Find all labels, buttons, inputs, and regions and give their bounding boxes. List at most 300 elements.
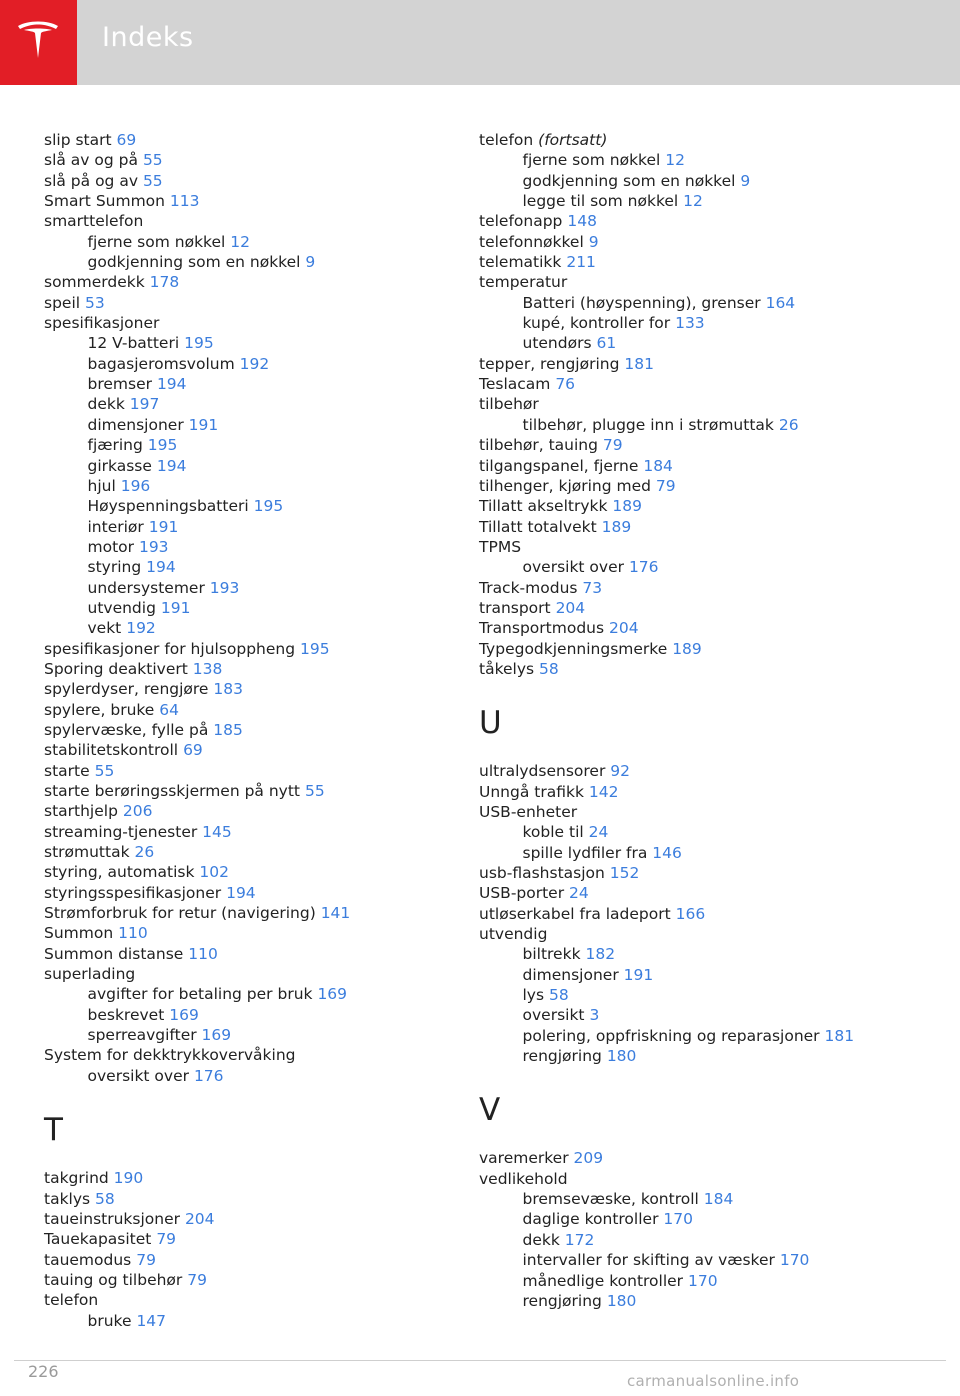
page-link[interactable]: 191 — [188, 415, 219, 434]
page-link[interactable]: 113 — [169, 192, 200, 211]
entry-term: spylerdyser, rengjøre — [44, 680, 209, 699]
entry-term: smarttelefon — [44, 212, 144, 231]
entry-term: Strømforbruk for retur (navigering) — [44, 904, 316, 923]
section-letter-t: T — [44, 1112, 63, 1149]
entry-term: telefonnøkkel — [479, 232, 584, 251]
index-subentry — [44, 252, 464, 272]
entry-term: hjul — [87, 476, 116, 495]
page-link[interactable]: 12 — [683, 192, 703, 211]
page-link[interactable]: 79 — [187, 1270, 207, 1289]
index-subentry — [479, 1209, 919, 1229]
entry-term: Unngå trafikk — [479, 782, 584, 801]
tesla-logo-icon — [12, 16, 64, 68]
page-link[interactable]: 55 — [142, 171, 163, 190]
page-link[interactable]: 69 — [116, 131, 137, 149]
index-entry — [44, 761, 464, 781]
index-entry — [44, 822, 464, 842]
page-title: Indeks — [102, 22, 194, 53]
entry-term: 12 V-batteri — [87, 334, 180, 353]
entry-term: tauing og tilbehør — [44, 1270, 183, 1289]
index-entry — [479, 598, 919, 618]
page-link[interactable]: 183 — [213, 680, 243, 699]
index-entry — [479, 782, 919, 802]
entry-term: Track-modus — [479, 578, 578, 597]
index-entry — [479, 863, 919, 883]
index-entries-t-continued — [479, 130, 919, 679]
page-link[interactable]: 61 — [596, 334, 617, 353]
index-entries-u — [479, 761, 919, 1066]
index-entry — [44, 700, 464, 720]
index-entry — [44, 883, 464, 903]
index-subentry — [44, 435, 464, 455]
index-subentry — [44, 354, 464, 374]
index-subentry — [479, 1189, 919, 1209]
entry-term: spylere, bruke — [44, 700, 155, 719]
index-entry — [479, 394, 919, 414]
index-subentry — [479, 944, 919, 964]
entry-term: Tillatt akseltrykk — [479, 497, 608, 516]
page-link[interactable]: 110 — [118, 924, 148, 943]
entry-term: Typegodkjenningsmerke — [479, 639, 668, 658]
page-link[interactable]: 194 — [226, 883, 256, 902]
entry-term: Batteri (høyspenning), grenser — [522, 293, 761, 312]
page-link[interactable]: 169 — [201, 1026, 232, 1045]
entry-term: Sporing deaktivert — [44, 659, 188, 678]
page-link[interactable]: 170 — [663, 1210, 693, 1229]
page-link[interactable]: 79 — [136, 1250, 156, 1269]
index-entry — [44, 313, 464, 333]
entry-term: godkjenning som en nøkkel — [87, 253, 301, 272]
entry-term: USB-porter — [479, 884, 565, 903]
entry-term: strømuttak — [44, 843, 130, 862]
index-entry — [479, 883, 919, 903]
index-entry — [44, 1290, 464, 1310]
footer-divider — [14, 1360, 946, 1361]
index-subentry — [44, 517, 464, 537]
page-link[interactable]: 79 — [655, 476, 676, 495]
entry-term: slå av og på — [44, 151, 138, 170]
entry-term: intervaller for skifting av væsker — [522, 1251, 775, 1270]
index-entry — [479, 435, 919, 455]
entry-term: ultralydsensorer — [479, 762, 606, 781]
page-link[interactable]: 169 — [169, 1005, 199, 1024]
entry-term: temperatur — [479, 273, 568, 292]
index-subentry — [479, 822, 919, 842]
index-entry — [44, 130, 464, 150]
index-subentry — [479, 191, 919, 211]
index-subentry — [44, 456, 464, 476]
index-entry — [479, 578, 919, 598]
entry-term: kupé, kontroller for — [522, 314, 671, 333]
index-entry — [44, 659, 464, 679]
page-link[interactable]: 55 — [142, 151, 163, 170]
page-link[interactable]: 184 — [643, 456, 673, 475]
index-entry — [44, 862, 464, 882]
entry-term: rengjøring — [522, 1047, 602, 1066]
entry-term: dekk — [87, 395, 125, 414]
index-subentry — [479, 965, 919, 985]
page-link[interactable]: 184 — [703, 1190, 734, 1209]
index-subentry — [479, 1026, 919, 1046]
page-link[interactable]: 53 — [85, 293, 105, 312]
page-link[interactable]: 176 — [193, 1066, 224, 1085]
entry-term: telefonapp — [479, 212, 563, 231]
entry-term: USB-enheter — [479, 802, 578, 821]
page-header — [0, 0, 960, 85]
index-entry — [479, 232, 919, 252]
entry-term: tilhenger, kjøring med — [479, 476, 651, 495]
entry-term: rengjøring — [522, 1291, 602, 1310]
index-entry — [44, 1045, 464, 1065]
page-link[interactable]: 141 — [320, 904, 351, 923]
page-link[interactable]: 191 — [160, 598, 191, 617]
entry-term: spesifikasjoner — [44, 314, 160, 333]
page-link[interactable]: 181 — [624, 354, 654, 373]
index-subentry — [44, 496, 464, 516]
entry-term: bremser — [87, 375, 152, 394]
entry-term: sommerdekk — [44, 273, 145, 292]
entry-term: fjæring — [87, 436, 143, 455]
page-link[interactable]: 195 — [184, 334, 214, 353]
page-link[interactable]: 3 — [589, 1006, 600, 1025]
page-link[interactable]: 146 — [652, 843, 682, 862]
index-subentry — [479, 1230, 919, 1250]
index-subentry — [44, 476, 464, 496]
entry-term: tauemodus — [44, 1250, 132, 1269]
index-entry — [44, 781, 464, 801]
page-link[interactable]: 182 — [585, 945, 616, 964]
section-letter-v: V — [479, 1092, 501, 1129]
entry-term: Transportmodus — [479, 619, 605, 638]
index-subentry — [44, 618, 464, 638]
page-link[interactable]: 26 — [134, 843, 155, 862]
index-entry — [44, 944, 464, 964]
index-entry — [479, 639, 919, 659]
index-subentry — [479, 293, 919, 313]
index-entry — [479, 1169, 919, 1189]
entry-term: legge til som nøkkel — [522, 192, 679, 211]
entry-term: Teslacam — [479, 375, 551, 394]
page-link[interactable]: 58 — [549, 986, 569, 1005]
index-entry — [479, 904, 919, 924]
entry-term: biltrekk — [522, 945, 581, 964]
entry-term: Tauekapasitet — [44, 1230, 152, 1249]
index-column-right — [479, 130, 919, 1311]
entry-term: utløserkabel fra ladeport — [479, 904, 671, 923]
index-entry — [479, 761, 919, 781]
entry-term: daglige kontroller — [522, 1210, 659, 1229]
index-entry — [44, 1168, 464, 1188]
page-link[interactable]: 145 — [202, 822, 232, 841]
index-subentry — [479, 313, 919, 333]
entry-term: månedlige kontroller — [522, 1271, 684, 1290]
index-subentry — [479, 171, 919, 191]
index-subentry — [44, 598, 464, 618]
page-link[interactable]: 209 — [573, 1149, 604, 1168]
page-link[interactable]: 148 — [567, 212, 597, 231]
entry-term: spille lydfiler fra — [522, 843, 648, 862]
entry-term: sperreavgifter — [87, 1026, 197, 1045]
entry-term: Smart Summon — [44, 192, 165, 211]
index-subentry — [479, 415, 919, 435]
index-subentry — [44, 537, 464, 557]
page-link[interactable]: 147 — [136, 1311, 167, 1330]
index-subentry — [479, 985, 919, 1005]
index-entry — [479, 252, 919, 272]
entry-term: polering, oppfriskning og reparasjoner — [522, 1026, 820, 1045]
page-link[interactable]: 180 — [606, 1291, 637, 1310]
page-link[interactable]: 181 — [824, 1026, 855, 1045]
page-link[interactable]: 178 — [149, 273, 180, 292]
entry-term: starte — [44, 761, 90, 780]
page-link[interactable]: 191 — [623, 965, 654, 984]
page-link[interactable]: 55 — [94, 761, 115, 780]
index-entry — [479, 354, 919, 374]
index-entry — [479, 272, 919, 292]
index-entry — [44, 679, 464, 699]
entry-term: utvendig — [87, 598, 156, 617]
entry-term: tilgangspanel, fjerne — [479, 456, 639, 475]
entry-term: takgrind — [44, 1169, 109, 1188]
index-subentry — [44, 1311, 464, 1331]
index-entry — [44, 964, 464, 984]
entry-term: telefon — [44, 1291, 99, 1310]
index-entry — [44, 740, 464, 760]
page-link[interactable]: 196 — [120, 476, 151, 495]
index-entry — [479, 374, 919, 394]
page-link[interactable]: 9 — [588, 232, 599, 251]
page-link[interactable]: 166 — [675, 904, 706, 923]
page-link[interactable]: 172 — [564, 1230, 595, 1249]
entry-term: Summon distanse — [44, 944, 184, 963]
entry-term: girkasse — [87, 456, 152, 475]
entry-term: bruke — [87, 1311, 132, 1330]
entry-term: slå på og av — [44, 171, 138, 190]
index-entries-v — [479, 1148, 919, 1311]
page-link[interactable]: 102 — [199, 863, 229, 882]
entry-term: oversikt — [522, 1006, 585, 1025]
index-entry — [44, 191, 464, 211]
index-entry — [479, 618, 919, 638]
index-subentry — [479, 843, 919, 863]
index-subentry — [44, 984, 464, 1004]
page-link[interactable]: 138 — [192, 659, 223, 678]
entry-term: oversikt over — [522, 558, 624, 577]
page-link[interactable]: 9 — [740, 171, 751, 190]
entry-term: TPMS — [479, 537, 522, 556]
entry-term: bagasjeromsvolum — [87, 354, 235, 373]
index-entry — [479, 924, 919, 944]
entry-term: telefon — [479, 131, 534, 149]
index-entry — [44, 272, 464, 292]
entry-term: koble til — [522, 823, 584, 842]
page-link[interactable]: 110 — [188, 944, 218, 963]
section-letter-u: U — [479, 705, 502, 742]
page-link[interactable]: 26 — [778, 415, 799, 434]
index-entry — [44, 903, 464, 923]
entry-term: transport — [479, 598, 551, 617]
index-subentry — [44, 374, 464, 394]
page-link[interactable]: 195 — [147, 436, 178, 455]
index-column-left — [44, 130, 464, 1331]
page-link[interactable]: 193 — [209, 578, 240, 597]
index-entry — [44, 639, 464, 659]
page-link[interactable]: 133 — [675, 314, 705, 333]
watermark: carmanualsonline.info — [627, 1372, 800, 1390]
entry-term: starthjelp — [44, 802, 118, 821]
page-link[interactable]: 194 — [156, 456, 187, 475]
index-subentry — [44, 333, 464, 353]
entry-term: fjerne som nøkkel — [522, 151, 661, 170]
page-link[interactable]: 76 — [555, 375, 576, 394]
entry-term: Summon — [44, 924, 114, 943]
entry-term: vekt — [87, 619, 122, 638]
page-link[interactable]: 58 — [95, 1189, 115, 1208]
page-link[interactable]: 211 — [566, 253, 596, 272]
page-link[interactable]: 204 — [555, 598, 586, 617]
page-link[interactable]: 189 — [672, 639, 702, 658]
entry-term: motor — [87, 537, 135, 556]
page-link[interactable]: 193 — [138, 537, 169, 556]
entry-term: streaming-tjenester — [44, 822, 198, 841]
entry-term: superlading — [44, 965, 136, 984]
page-link[interactable]: 9 — [305, 253, 316, 272]
index-subentry — [479, 1271, 919, 1291]
index-entry — [479, 659, 919, 679]
entry-term: spesifikasjoner for hjulsoppheng — [44, 639, 296, 658]
index-entry — [479, 1148, 919, 1168]
entry-term: avgifter for betaling per bruk — [87, 985, 313, 1004]
entry-term: Tillatt totalvekt — [479, 517, 597, 536]
page-link[interactable]: 197 — [129, 395, 160, 414]
index-entry — [44, 293, 464, 313]
index-entry — [44, 171, 464, 191]
page-link[interactable]: 170 — [779, 1251, 810, 1270]
index-entry — [44, 1189, 464, 1209]
page-link[interactable]: 204 — [184, 1209, 215, 1228]
index-subentry — [44, 1066, 464, 1086]
page-link[interactable]: 73 — [582, 578, 603, 597]
index-entry — [44, 150, 464, 170]
index-subentry — [44, 232, 464, 252]
index-entry — [479, 456, 919, 476]
page-link[interactable]: 194 — [156, 375, 187, 394]
page-link[interactable]: 24 — [588, 823, 609, 842]
entry-term: stabilitetskontroll — [44, 741, 179, 760]
entry-term: spylervæske, fylle på — [44, 720, 209, 739]
index-entry — [44, 1209, 464, 1229]
entry-term: Høyspenningsbatteri — [87, 497, 249, 516]
page-link[interactable]: 92 — [610, 762, 631, 781]
page-number: 226 — [28, 1362, 59, 1381]
index-entry — [44, 842, 464, 862]
page-link[interactable]: 79 — [156, 1230, 177, 1249]
page-link[interactable]: 58 — [539, 659, 559, 678]
index-subentry — [479, 1291, 919, 1311]
index-entry — [44, 211, 464, 231]
entry-term: tåkelys — [479, 659, 535, 678]
entry-term: vedlikehold — [479, 1169, 568, 1188]
page-link[interactable]: 180 — [606, 1047, 637, 1066]
index-entries-t — [44, 1168, 464, 1331]
page-link[interactable]: 152 — [609, 864, 640, 882]
entry-term: styringsspesifikasjoner — [44, 883, 222, 902]
page-link[interactable]: 189 — [601, 517, 632, 536]
index-entry — [479, 130, 919, 150]
index-entry — [44, 720, 464, 740]
index-entries-s — [44, 130, 464, 1086]
index-subentry — [44, 415, 464, 435]
entry-term: bremsevæske, kontroll — [522, 1190, 699, 1209]
page-link[interactable]: 12 — [665, 151, 685, 170]
index-subentry — [479, 333, 919, 353]
page-link[interactable]: 194 — [146, 558, 176, 577]
page-link[interactable]: 206 — [122, 802, 153, 821]
index-entry — [479, 211, 919, 231]
page-link[interactable]: 55 — [304, 782, 325, 800]
page-link[interactable]: 195 — [300, 639, 330, 658]
index-subentry — [44, 394, 464, 414]
page-link[interactable]: 204 — [609, 619, 639, 638]
page-link[interactable]: 164 — [765, 293, 796, 312]
brand-block — [0, 0, 77, 85]
entry-term: interiør — [87, 517, 144, 536]
entry-term: dimensjoner — [522, 965, 619, 984]
entry-term: tilbehør, tauing — [479, 436, 598, 455]
entry-term: speil — [44, 293, 81, 312]
page-link[interactable]: 169 — [317, 985, 348, 1004]
entry-term: taueinstruksjoner — [44, 1209, 180, 1228]
entry-term: dimensjoner — [87, 415, 184, 434]
entry-term: lys — [522, 986, 545, 1005]
entry-term: undersystemer — [87, 578, 205, 597]
page-link[interactable]: 195 — [253, 497, 284, 516]
index-entry — [479, 496, 919, 516]
page-link[interactable]: 185 — [213, 720, 243, 739]
index-subentry — [479, 1005, 919, 1025]
index-entry — [44, 1229, 464, 1249]
index-subentry — [44, 1025, 464, 1045]
page-link[interactable]: 64 — [159, 700, 180, 719]
page-link[interactable]: 12 — [230, 232, 250, 251]
index-subentry — [479, 1250, 919, 1270]
entry-term: tilbehør, plugge inn i strømuttak — [522, 415, 774, 434]
page-link[interactable]: 142 — [588, 782, 619, 801]
page-link[interactable]: 24 — [569, 884, 589, 903]
page-link[interactable]: 170 — [688, 1271, 718, 1290]
page-link[interactable]: 190 — [113, 1169, 144, 1188]
page-link[interactable]: 69 — [183, 741, 203, 760]
page-link[interactable]: 189 — [612, 497, 642, 516]
entry-term: utendørs — [522, 334, 592, 353]
page-link[interactable]: 79 — [602, 436, 623, 455]
entry-term: tilbehør — [479, 395, 539, 414]
page-link[interactable]: 191 — [148, 517, 179, 536]
index-entry — [44, 923, 464, 943]
index-subentry — [479, 1046, 919, 1066]
entry-term: tepper, rengjøring — [479, 354, 620, 373]
index-subentry — [479, 557, 919, 577]
page-link[interactable]: 192 — [126, 619, 156, 638]
entry-term: System for dekktrykkovervåking — [44, 1046, 296, 1065]
entry-term: taklys — [44, 1189, 91, 1208]
index-entry — [479, 802, 919, 822]
entry-term: styring, automatisk — [44, 863, 195, 882]
page-link[interactable]: 176 — [628, 558, 659, 577]
index-entry — [479, 517, 919, 537]
index-subentry — [44, 1005, 464, 1025]
page-link[interactable]: 192 — [239, 354, 270, 373]
